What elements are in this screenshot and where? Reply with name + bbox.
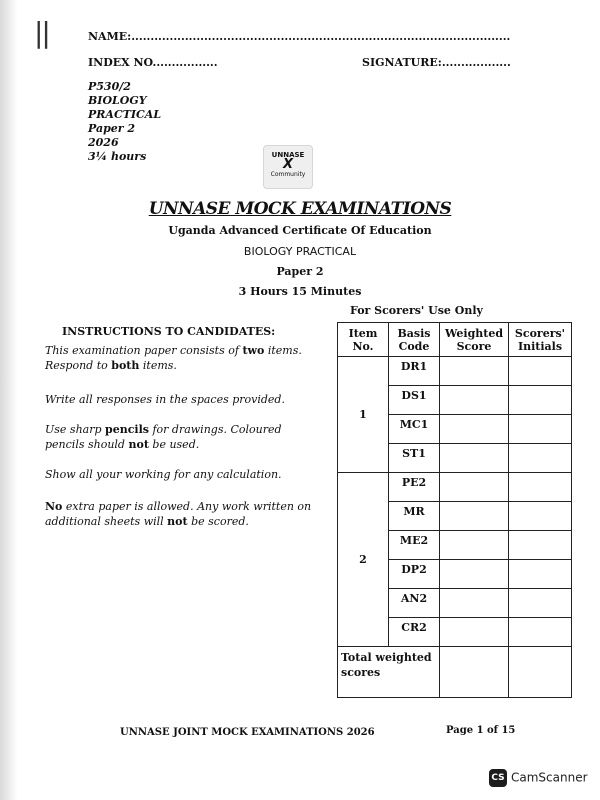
item-number-2: 2 (338, 473, 389, 647)
duration-title: 3 Hours 15 Minutes (238, 285, 362, 298)
paper-title: Paper 2 (276, 265, 324, 278)
basis-code-cell: ME2 (389, 531, 440, 560)
paper-meta (88, 80, 161, 164)
exam-title: UNNASE MOCK EXAMINATIONS (148, 199, 452, 219)
weighted-score-cell (440, 415, 509, 444)
index-field (88, 56, 218, 69)
basis-code-cell: CR2 (389, 618, 440, 647)
paper-type: PRACTICAL (88, 108, 162, 121)
initials-cell (509, 415, 572, 444)
paper-subject: BIOLOGY (88, 94, 147, 107)
instruction-1: This examination paper consists of two items. Respond to both items. (45, 344, 302, 372)
page-number: Page 1 of 15 (446, 725, 516, 736)
total-label: Total weighted scores (338, 647, 440, 698)
signature-dots: .................. (441, 56, 511, 69)
camscanner-watermark (489, 769, 588, 787)
weighted-score-cell (440, 386, 509, 415)
weighted-score-cell (440, 560, 509, 589)
instruction-4: Show all your working for any calculation. (45, 468, 282, 481)
camscanner-logo-icon: CS (489, 769, 507, 787)
header-item-no: Item No. (338, 323, 389, 357)
basis-code-cell: DP2 (389, 560, 440, 589)
signature-label: SIGNATURE: (362, 56, 442, 69)
subject-title: BIOLOGY PRACTICAL (243, 245, 357, 258)
weighted-score-cell (440, 589, 509, 618)
initials-cell (509, 357, 572, 386)
table-row (338, 473, 572, 502)
total-row (338, 647, 572, 698)
unnase-logo: UNNASE X Community (263, 145, 313, 189)
index-label: INDEX NO. (88, 56, 157, 69)
scorers-table (337, 322, 572, 698)
table-row (338, 357, 572, 386)
basis-code-cell: AN2 (389, 589, 440, 618)
camscanner-text: CamScanner (511, 770, 588, 785)
weighted-score-cell (440, 357, 509, 386)
total-initials-cell (509, 647, 572, 698)
initials-cell (509, 618, 572, 647)
paper-code: P530/2 (88, 80, 131, 93)
page-edge-shadow (0, 0, 18, 800)
signature-field (362, 56, 511, 69)
initials-cell (509, 444, 572, 473)
name-field (88, 30, 510, 43)
instruction-2: Write all responses in the spaces provided. (45, 393, 285, 406)
basis-code-cell: ST1 (389, 444, 440, 473)
header-scorers-initials: Scorers' Initials (509, 323, 572, 357)
initials-cell (509, 589, 572, 618)
corner-mark: || (34, 16, 49, 49)
name-dots: ................................................................................................... (131, 30, 511, 43)
basis-code-cell: DS1 (389, 386, 440, 415)
total-weighted-score-cell (440, 647, 509, 698)
paper-time: 3¼ hours (88, 150, 147, 163)
instructions-heading: INSTRUCTIONS TO CANDIDATES: (62, 325, 276, 338)
basis-code-cell: MC1 (389, 415, 440, 444)
initials-cell (509, 386, 572, 415)
scorers-title: For Scorers' Use Only (350, 304, 483, 317)
table-header-row (338, 323, 572, 357)
weighted-score-cell (440, 502, 509, 531)
certificate-title: Uganda Advanced Certificate Of Education (168, 224, 432, 237)
item-number-1: 1 (338, 357, 389, 473)
weighted-score-cell (440, 618, 509, 647)
basis-code-cell: MR (389, 502, 440, 531)
basis-code-cell: DR1 (389, 357, 440, 386)
weighted-score-cell (440, 473, 509, 502)
header-basis-code: Basis Code (389, 323, 440, 357)
header-weighted-score: Weighted Score (440, 323, 509, 357)
index-dots: ................ (156, 56, 218, 69)
paper-year: 2026 (88, 136, 119, 149)
paper-number: Paper 2 (88, 122, 136, 135)
footer-left: UNNASE JOINT MOCK EXAMINATIONS 2026 (120, 727, 375, 738)
initials-cell (509, 502, 572, 531)
instruction-5: No extra paper is allowed. Any work written on additional sheets will not be scored. (45, 500, 312, 528)
basis-code-cell: PE2 (389, 473, 440, 502)
initials-cell (509, 560, 572, 589)
name-label: NAME: (88, 30, 132, 43)
weighted-score-cell (440, 531, 509, 560)
initials-cell (509, 531, 572, 560)
weighted-score-cell (440, 444, 509, 473)
initials-cell (509, 473, 572, 502)
instruction-3: Use sharp pencils for drawings. Coloured pencils should not be used. (45, 423, 282, 451)
